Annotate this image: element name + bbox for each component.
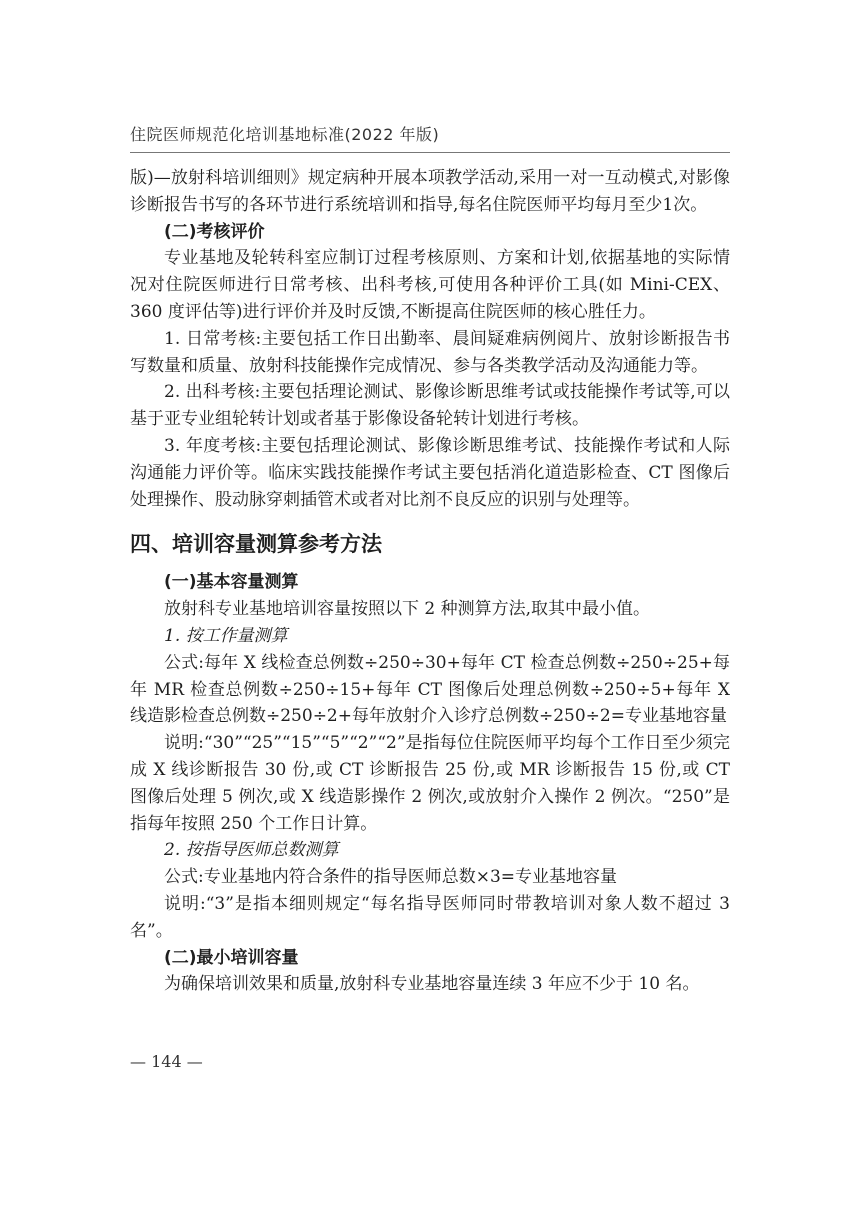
subheading-assessment: (二)考核评价 [164,221,265,242]
list-item-supervisors: 2. 按指导医师总数测算 [164,840,339,861]
header-rule [130,152,730,153]
subheading-basic-capacity: (一)基本容量测算 [164,572,299,593]
list-item-workload: 1. 按工作量测算 [164,625,288,646]
paragraph-exit-assessment: 2. 出科考核:主要包括理论测试、影像诊断思维考试或技能操作考试等,可以基于亚专业组轮转计划或者基于影像设备轮转计划进行考核。 [130,382,730,430]
running-header: 住院医师规范化培训基地标准(2022 年版) [130,125,440,144]
paragraph-daily-assessment: 1. 日常考核:主要包括工作日出勤率、晨间疑难病例阅片、放射诊断报告书写数量和质量、放射科技能操作完成情况、参与各类教学活动及沟通能力等。 [130,328,730,376]
paragraph-assessment: 专业基地及轮转科室应制订过程考核原则、方案和计划,依据基地的实际情况对住院医师进行日常考核、出科考核,可使用各种评价工具(如 Mini-CEX、360 度评估等)进行评价并及时反馈,不断提高住院医师的核心胜任力。 [130,248,730,322]
page-number: — 144 — [130,1052,203,1071]
page-body [130,165,730,998]
paragraph-formula-1: 公式:每年 X 线检查总例数÷250÷30+每年 CT 检查总例数÷250÷25+每年 MR 检查总例数÷250÷15+每年 CT 图像后处理总例数÷250÷5+每年 X 线造影检查总例数÷250÷2+每年放射介入诊疗总例数÷250÷2=专业基地容量 [130,652,730,727]
paragraph-intro: 版)—放射科培训细则》规定病种开展本项教学活动,采用一对一互动模式,对影像诊断报告书写的各环节进行系统培训和指导,每名住院医师平均每月至少1次。 [130,168,730,215]
paragraph-min-capacity: 为确保培训效果和质量,放射科专业基地容量连续 3 年应不少于 10 名。 [164,974,700,995]
paragraph-note-1: 说明:“30”“25”“15”“5”“2”“2”是指每位住院医师平均每个工作日至少须完成 X 线诊断报告 30 份,或 CT 诊断报告 25 份,或 MR 诊断报告 15 份,或 CT 图像后处理 5 例次,或 X 线造影操作 2 例次,或放射介入操作 2 例次。“250”是指每年按照 250 个工作日计算。 [130,733,730,834]
subheading-min-capacity: (二)最小培训容量 [164,947,299,968]
section-heading-4: 四、培训容量测算参考方法 [130,532,382,557]
paragraph-annual-assessment: 3. 年度考核:主要包括理论测试、影像诊断思维考试、技能操作考试和人际沟通能力评价等。临床实践技能操作考试主要包括消化道造影检查、CT 图像后处理操作、股动脉穿刺插管术或者对比剂不良反应的识别与处理等。 [130,435,730,510]
paragraph-formula-2: 公式:专业基地内符合条件的指导医师总数×3=专业基地容量 [164,867,618,888]
paragraph-note-2: 说明:“3”是指本细则规定“每名指导医师同时带教培训对象人数不超过 3 名”。 [130,893,730,941]
paragraph-basic-capacity: 放射科专业基地培训容量按照以下 2 种测算方法,取其中最小值。 [164,599,651,620]
